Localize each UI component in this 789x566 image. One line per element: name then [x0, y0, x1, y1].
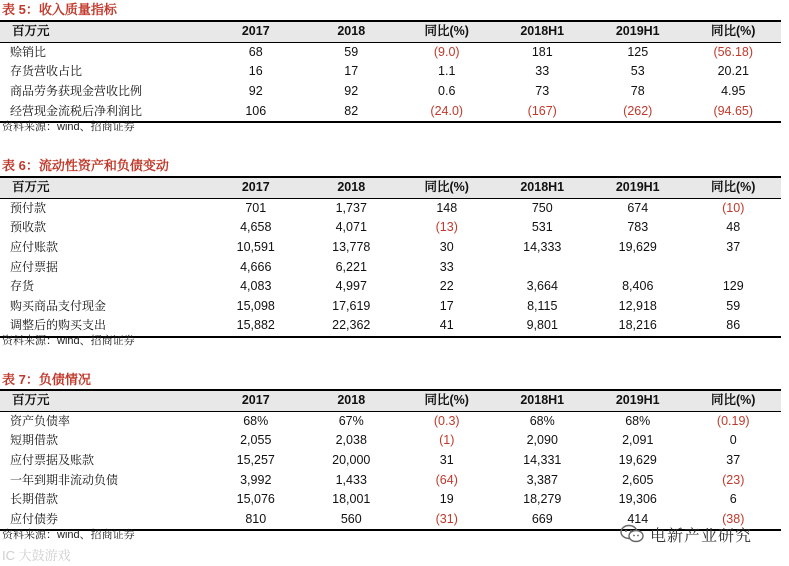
table-cell: (38): [686, 510, 782, 531]
table-cell: 19,629: [618, 453, 657, 468]
table-cell: 59: [344, 44, 359, 59]
table-row: [0, 451, 781, 471]
table-cell: (94.65): [686, 101, 782, 122]
table-cell: 10,591: [236, 240, 275, 255]
table-cell: 16: [248, 64, 263, 79]
table-cell: 12,918: [618, 298, 657, 313]
table-row: [0, 82, 781, 102]
row-label: 应付账款: [10, 240, 59, 255]
row-label: 调整后的购买支出: [0, 316, 208, 337]
table-cell: 22: [439, 279, 454, 294]
row-label: 预收款: [10, 220, 47, 235]
table-cell: 33: [535, 64, 550, 79]
table-cell: 0: [729, 433, 737, 448]
table-cell: [590, 257, 686, 277]
table-cell: 20.21: [717, 64, 749, 79]
table-cell: 14,331: [523, 453, 562, 468]
column-header: 2018H1: [520, 180, 565, 195]
table-cell: 68%: [625, 413, 651, 428]
column-header: 2019H1: [615, 393, 660, 408]
table-row: [0, 470, 781, 490]
table-cell: 37: [726, 453, 741, 468]
table-cell: 1,433: [335, 472, 367, 487]
table-cell: 17: [344, 64, 359, 79]
table-row: [0, 42, 781, 62]
table-cell: 53: [630, 64, 645, 79]
wechat-icon: [620, 524, 644, 544]
table-row: [0, 198, 781, 218]
table-cell: 560: [304, 510, 400, 531]
row-label: 短期借款: [10, 433, 59, 448]
table-cell: (13): [435, 220, 458, 235]
table-cell: 86: [686, 316, 782, 337]
table-cell: 73: [535, 84, 550, 99]
table-cell: 68: [248, 44, 263, 59]
row-label: 长期借款: [10, 492, 59, 507]
table-cell: 3,387: [526, 472, 558, 487]
table-cell: 9,801: [495, 316, 591, 337]
table-cell: 810: [208, 510, 304, 531]
row-label: 预付款: [10, 200, 47, 215]
column-header: 2018: [337, 393, 366, 408]
table-cell: 8,115: [527, 298, 558, 313]
table-cell: 6,221: [335, 259, 367, 274]
table-cell: 18,216: [590, 316, 686, 337]
table-cell: 82: [304, 101, 400, 122]
table-cell: 3,992: [240, 472, 272, 487]
table-cell: 37: [726, 240, 741, 255]
column-header: 2018: [337, 180, 366, 195]
table5: [0, 20, 781, 123]
row-label: 购买商品支付现金: [10, 298, 107, 313]
table-cell: 1.1: [438, 64, 456, 79]
table-cell: 129: [722, 279, 744, 294]
column-header: 百万元: [12, 180, 50, 195]
table-cell: 148: [436, 200, 458, 215]
table-cell: 3,664: [526, 279, 558, 294]
table-cell: (64): [435, 472, 458, 487]
table-cell: 2,038: [335, 433, 367, 448]
table-cell: 15,098: [236, 298, 275, 313]
row-label: 一年到期非流动负债: [10, 472, 119, 487]
table-cell: [495, 257, 591, 277]
column-header: 2017: [241, 24, 270, 39]
table-cell: (10): [722, 200, 745, 215]
table-cell: 2,091: [622, 433, 654, 448]
table-cell: 4,071: [335, 220, 367, 235]
table7: [0, 389, 781, 531]
column-header: 2018: [337, 24, 366, 39]
table7-title: 表 7：负债情况: [2, 372, 91, 387]
table-cell: 48: [726, 220, 741, 235]
table-cell: 59: [726, 298, 741, 313]
table-cell: 4,997: [335, 279, 367, 294]
table-cell: 181: [531, 44, 553, 59]
table-row: [0, 490, 781, 510]
table-cell: 2,605: [622, 472, 654, 487]
table-header: [0, 177, 781, 198]
table-row: [0, 277, 781, 297]
table-cell: (31): [399, 510, 495, 531]
table-cell: (0.3): [433, 413, 460, 428]
row-label: 存货: [10, 279, 35, 294]
table-row: [0, 62, 781, 82]
column-header: 百万元: [12, 24, 50, 39]
column-header: 同比(%): [711, 393, 756, 408]
table-cell: (24.0): [399, 101, 495, 122]
row-label: 赊销比: [10, 44, 47, 59]
table-cell: 78: [630, 84, 645, 99]
table-row: [0, 257, 781, 277]
column-header: 2017: [241, 180, 270, 195]
table-cell: 13,778: [332, 240, 371, 255]
table-cell: 4.95: [721, 84, 746, 99]
column-header: 2019H1: [615, 24, 660, 39]
row-label: 存货营收占比: [10, 64, 83, 79]
header-row: [0, 390, 781, 411]
header-row: [0, 21, 781, 42]
table-cell: 8,406: [622, 279, 654, 294]
table-cell: 17,619: [332, 298, 371, 313]
table-body: [0, 42, 781, 122]
table-cell: 67%: [338, 413, 364, 428]
table-cell: 31: [439, 453, 454, 468]
column-header: 2018H1: [520, 24, 565, 39]
table-cell: 2,055: [240, 433, 272, 448]
column-header: 同比(%): [711, 24, 756, 39]
table-body: [0, 411, 781, 530]
table-cell: 783: [627, 220, 649, 235]
table-cell: (167): [495, 101, 591, 122]
table5-title: 表 5：收入质量指标: [2, 2, 117, 17]
table-cell: 531: [531, 220, 553, 235]
table-cell: 701: [245, 200, 267, 215]
row-label: 商品劳务获现金营收比例: [10, 84, 143, 99]
table-cell: 125: [627, 44, 649, 59]
table-cell: 674: [627, 200, 649, 215]
table-cell: (56.18): [713, 44, 754, 59]
table-cell: 92: [344, 84, 359, 99]
column-header: 同比(%): [711, 180, 756, 195]
table-cell: 22,362: [304, 316, 400, 337]
table-cell: 414: [590, 510, 686, 531]
table-cell: 33: [439, 259, 454, 274]
watermark-right-text: 电新产业研究: [650, 527, 753, 545]
table-cell: [686, 257, 782, 277]
table-cell: 4,658: [240, 220, 272, 235]
table-cell: 41: [399, 316, 495, 337]
watermark-right: [620, 521, 752, 547]
table-cell: (262): [590, 101, 686, 122]
table6-source: 资料来源：wind、招商证券: [2, 335, 135, 347]
table-cell: 18,279: [523, 492, 562, 507]
column-header: 2018H1: [520, 393, 565, 408]
table-cell: (0.19): [716, 413, 750, 428]
watermark-left: IC 大鼓游戏: [2, 548, 71, 563]
table-cell: 17: [439, 298, 454, 313]
table-header: [0, 21, 781, 42]
table-cell: 20,000: [332, 453, 371, 468]
column-header: 同比(%): [424, 180, 469, 195]
table-row: [0, 218, 781, 238]
table-cell: 19,629: [618, 240, 657, 255]
table-cell: 6: [729, 492, 737, 507]
table5-source: 资料来源：wind、招商证券: [2, 121, 135, 133]
column-header: 同比(%): [424, 24, 469, 39]
table-cell: 106: [208, 101, 304, 122]
table-cell: 19,306: [618, 492, 657, 507]
table-cell: 669: [495, 510, 591, 531]
row-label: 应付票据: [10, 259, 59, 274]
table-cell: 92: [248, 84, 263, 99]
table-row: [0, 431, 781, 451]
column-header: 2017: [241, 393, 270, 408]
header-row: [0, 177, 781, 198]
row-label: 资产负债率: [10, 413, 71, 428]
table-body: [0, 198, 781, 337]
table-cell: 18,001: [332, 492, 371, 507]
table-row: [0, 297, 781, 317]
row-label: 应付票据及账款: [10, 453, 95, 468]
table-cell: (23): [722, 472, 745, 487]
table-row: [0, 238, 781, 258]
table6-title: 表 6：流动性资产和负债变动: [2, 158, 169, 173]
table-cell: (9.0): [433, 44, 460, 59]
column-header: 百万元: [12, 393, 50, 408]
row-label: 经营现金流税后净利润比: [0, 101, 208, 122]
table-cell: 15,076: [236, 492, 275, 507]
table7-source: 资料来源：wind、招商证券: [2, 529, 135, 541]
column-header: 2019H1: [615, 180, 660, 195]
table-cell: 750: [531, 200, 553, 215]
table-cell: 0.6: [438, 84, 456, 99]
table-cell: 1,737: [335, 200, 367, 215]
table-cell: 19: [439, 492, 454, 507]
table-cell: 4,083: [240, 279, 272, 294]
table-cell: 30: [439, 240, 454, 255]
table-cell: 15,882: [208, 316, 304, 337]
table-cell: 15,257: [236, 453, 275, 468]
table-cell: (1): [439, 433, 455, 448]
table-cell: 2,090: [526, 433, 558, 448]
table-row: [0, 411, 781, 431]
table6: [0, 176, 781, 338]
table-header: [0, 390, 781, 411]
table-cell: 4,666: [240, 259, 272, 274]
table-cell: 14,333: [523, 240, 562, 255]
table-cell: 68%: [243, 413, 269, 428]
column-header: 同比(%): [424, 393, 469, 408]
table-cell: 68%: [529, 413, 555, 428]
row-label: 应付债券: [0, 510, 208, 531]
